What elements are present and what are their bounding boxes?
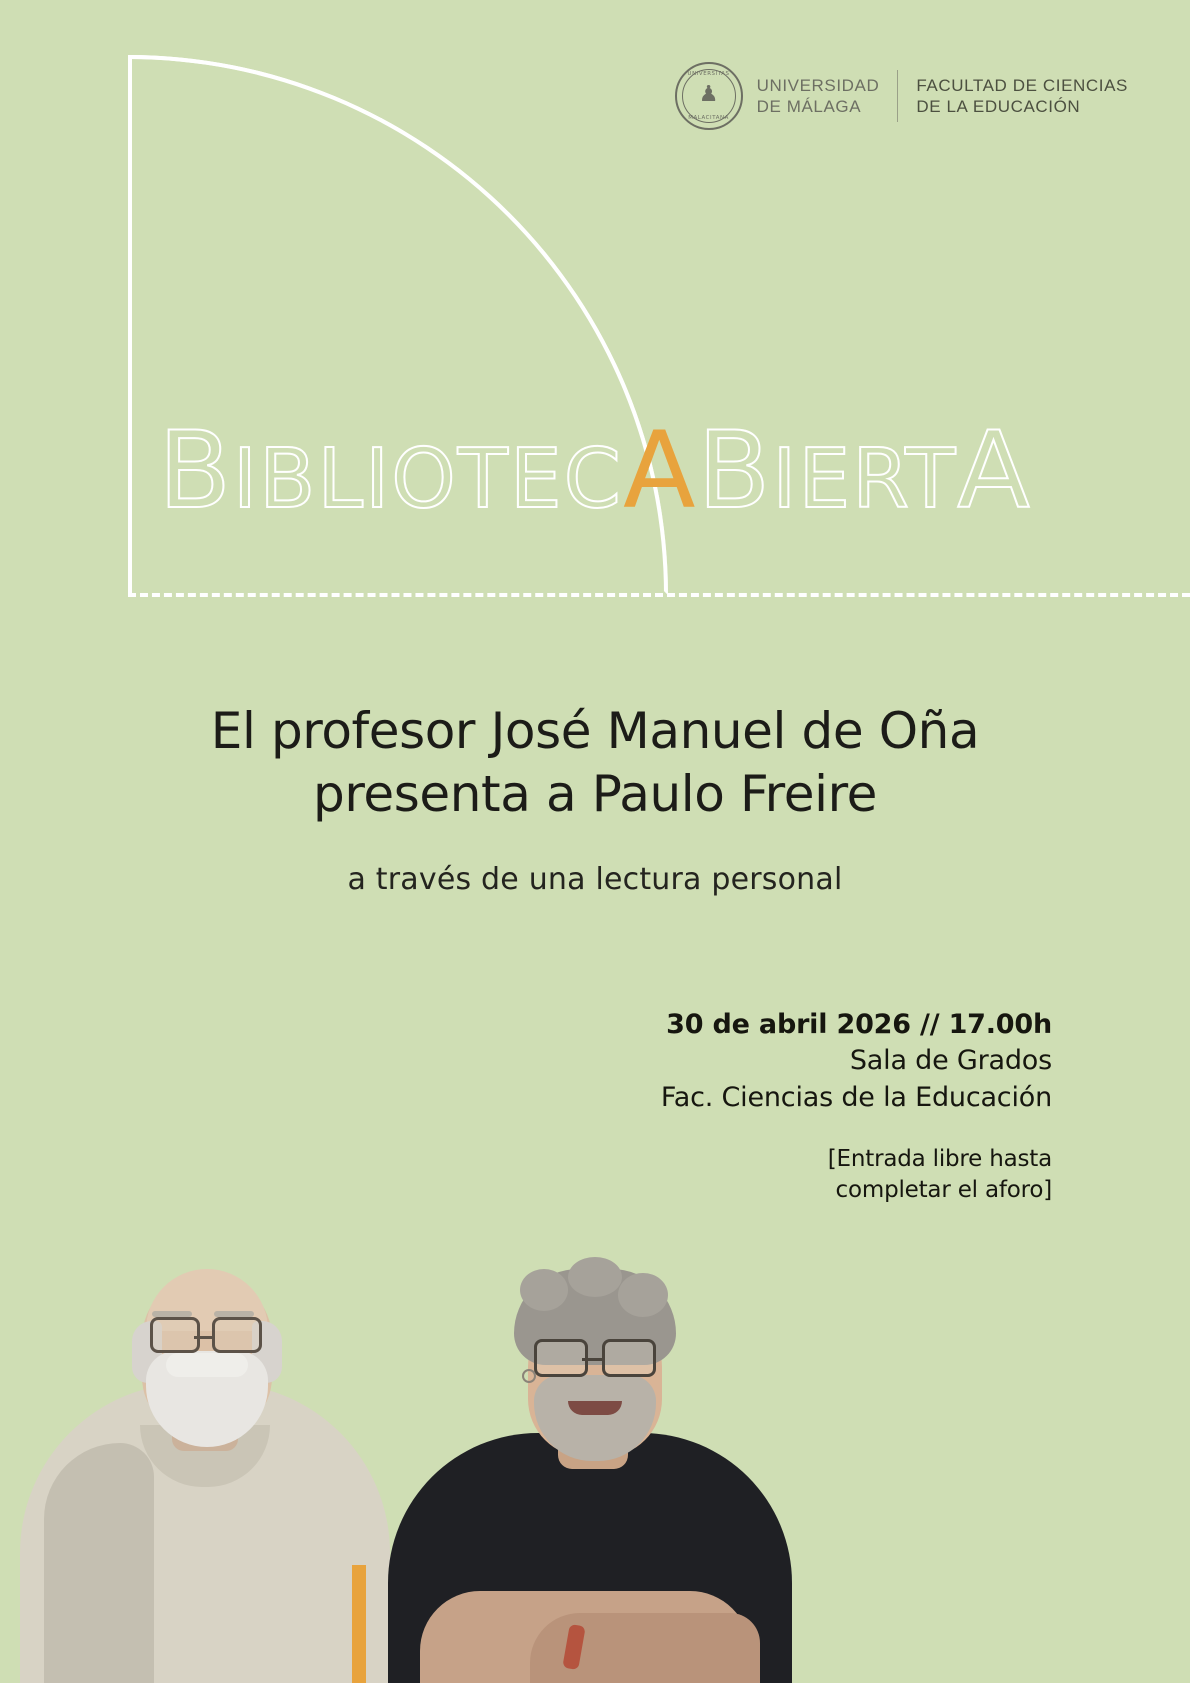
jose-hair-curl-a [520,1269,568,1311]
dove-icon: ♟ [698,82,719,107]
jose-earring [522,1369,536,1383]
admission-note-line1: [Entrada libre hasta [827,1146,1052,1173]
admission-note-line2: completar el aforo] [835,1177,1052,1204]
wordmark-iert: IERT [772,432,958,527]
jose-mouth [568,1401,622,1415]
dashed-divider [128,593,1190,597]
event-venue-line1: Sala de Grados [849,1045,1052,1077]
wordmark-accent-a: A [622,409,698,532]
wordmark-ibliotec: IBLIOTEC [232,432,623,527]
photo-strip [0,1213,1190,1683]
portrait-paulo-freire [20,1213,390,1683]
wordmark-bibliotecabierta [0,409,1190,532]
poster-header [0,0,1190,598]
headline-line-2: presenta a Paulo Freire [313,765,877,823]
page-title [0,700,1190,826]
seal-top-text: UNIVERSITAS [687,71,730,77]
logo-divider [897,70,898,122]
accent-bar [352,1565,366,1683]
jose-hair-curl-b [568,1257,622,1297]
seal-bottom-text: MALACITANA [688,115,729,121]
subtitle: a través de una lectura personal [347,862,843,897]
faculty-name [916,75,1128,118]
wordmark-final-a: A [957,409,1032,532]
faculty-name-line2: DE LA EDUCACIÓN [916,97,1081,116]
freire-glasses-right [212,1317,262,1353]
freire-glasses-left [150,1317,200,1353]
jose-hair-curl-c [618,1273,668,1317]
jose-forearm [530,1613,760,1683]
headline-line-1: El profesor José Manuel de Oña [210,702,980,760]
event-admission-note [661,1144,1052,1206]
jose-glasses-right [602,1339,656,1377]
university-name [757,75,880,118]
event-details [661,1007,1052,1206]
wordmark-b2: B [697,409,773,532]
university-seal-icon [675,62,743,130]
university-name-line1: UNIVERSIDAD [756,75,880,95]
freire-moustache [166,1353,248,1377]
event-datetime: 30 de abril 2026 // 17.00h [666,1009,1052,1040]
faculty-name-line1: FACULTAD DE CIENCIAS [916,75,1128,95]
portrait-jose-manuel-de-ona [380,1213,800,1683]
freire-glasses-bridge [194,1336,212,1339]
university-logo-block [675,62,1128,130]
wordmark-b1: B [158,409,233,532]
freire-sweater-shadow [44,1443,154,1683]
jose-glasses-left [534,1339,588,1377]
event-venue-line2: Fac. Ciencias de la Educación [660,1081,1052,1113]
university-name-line2: DE MÁLAGA [756,97,862,116]
jose-glasses-bridge [582,1358,602,1361]
